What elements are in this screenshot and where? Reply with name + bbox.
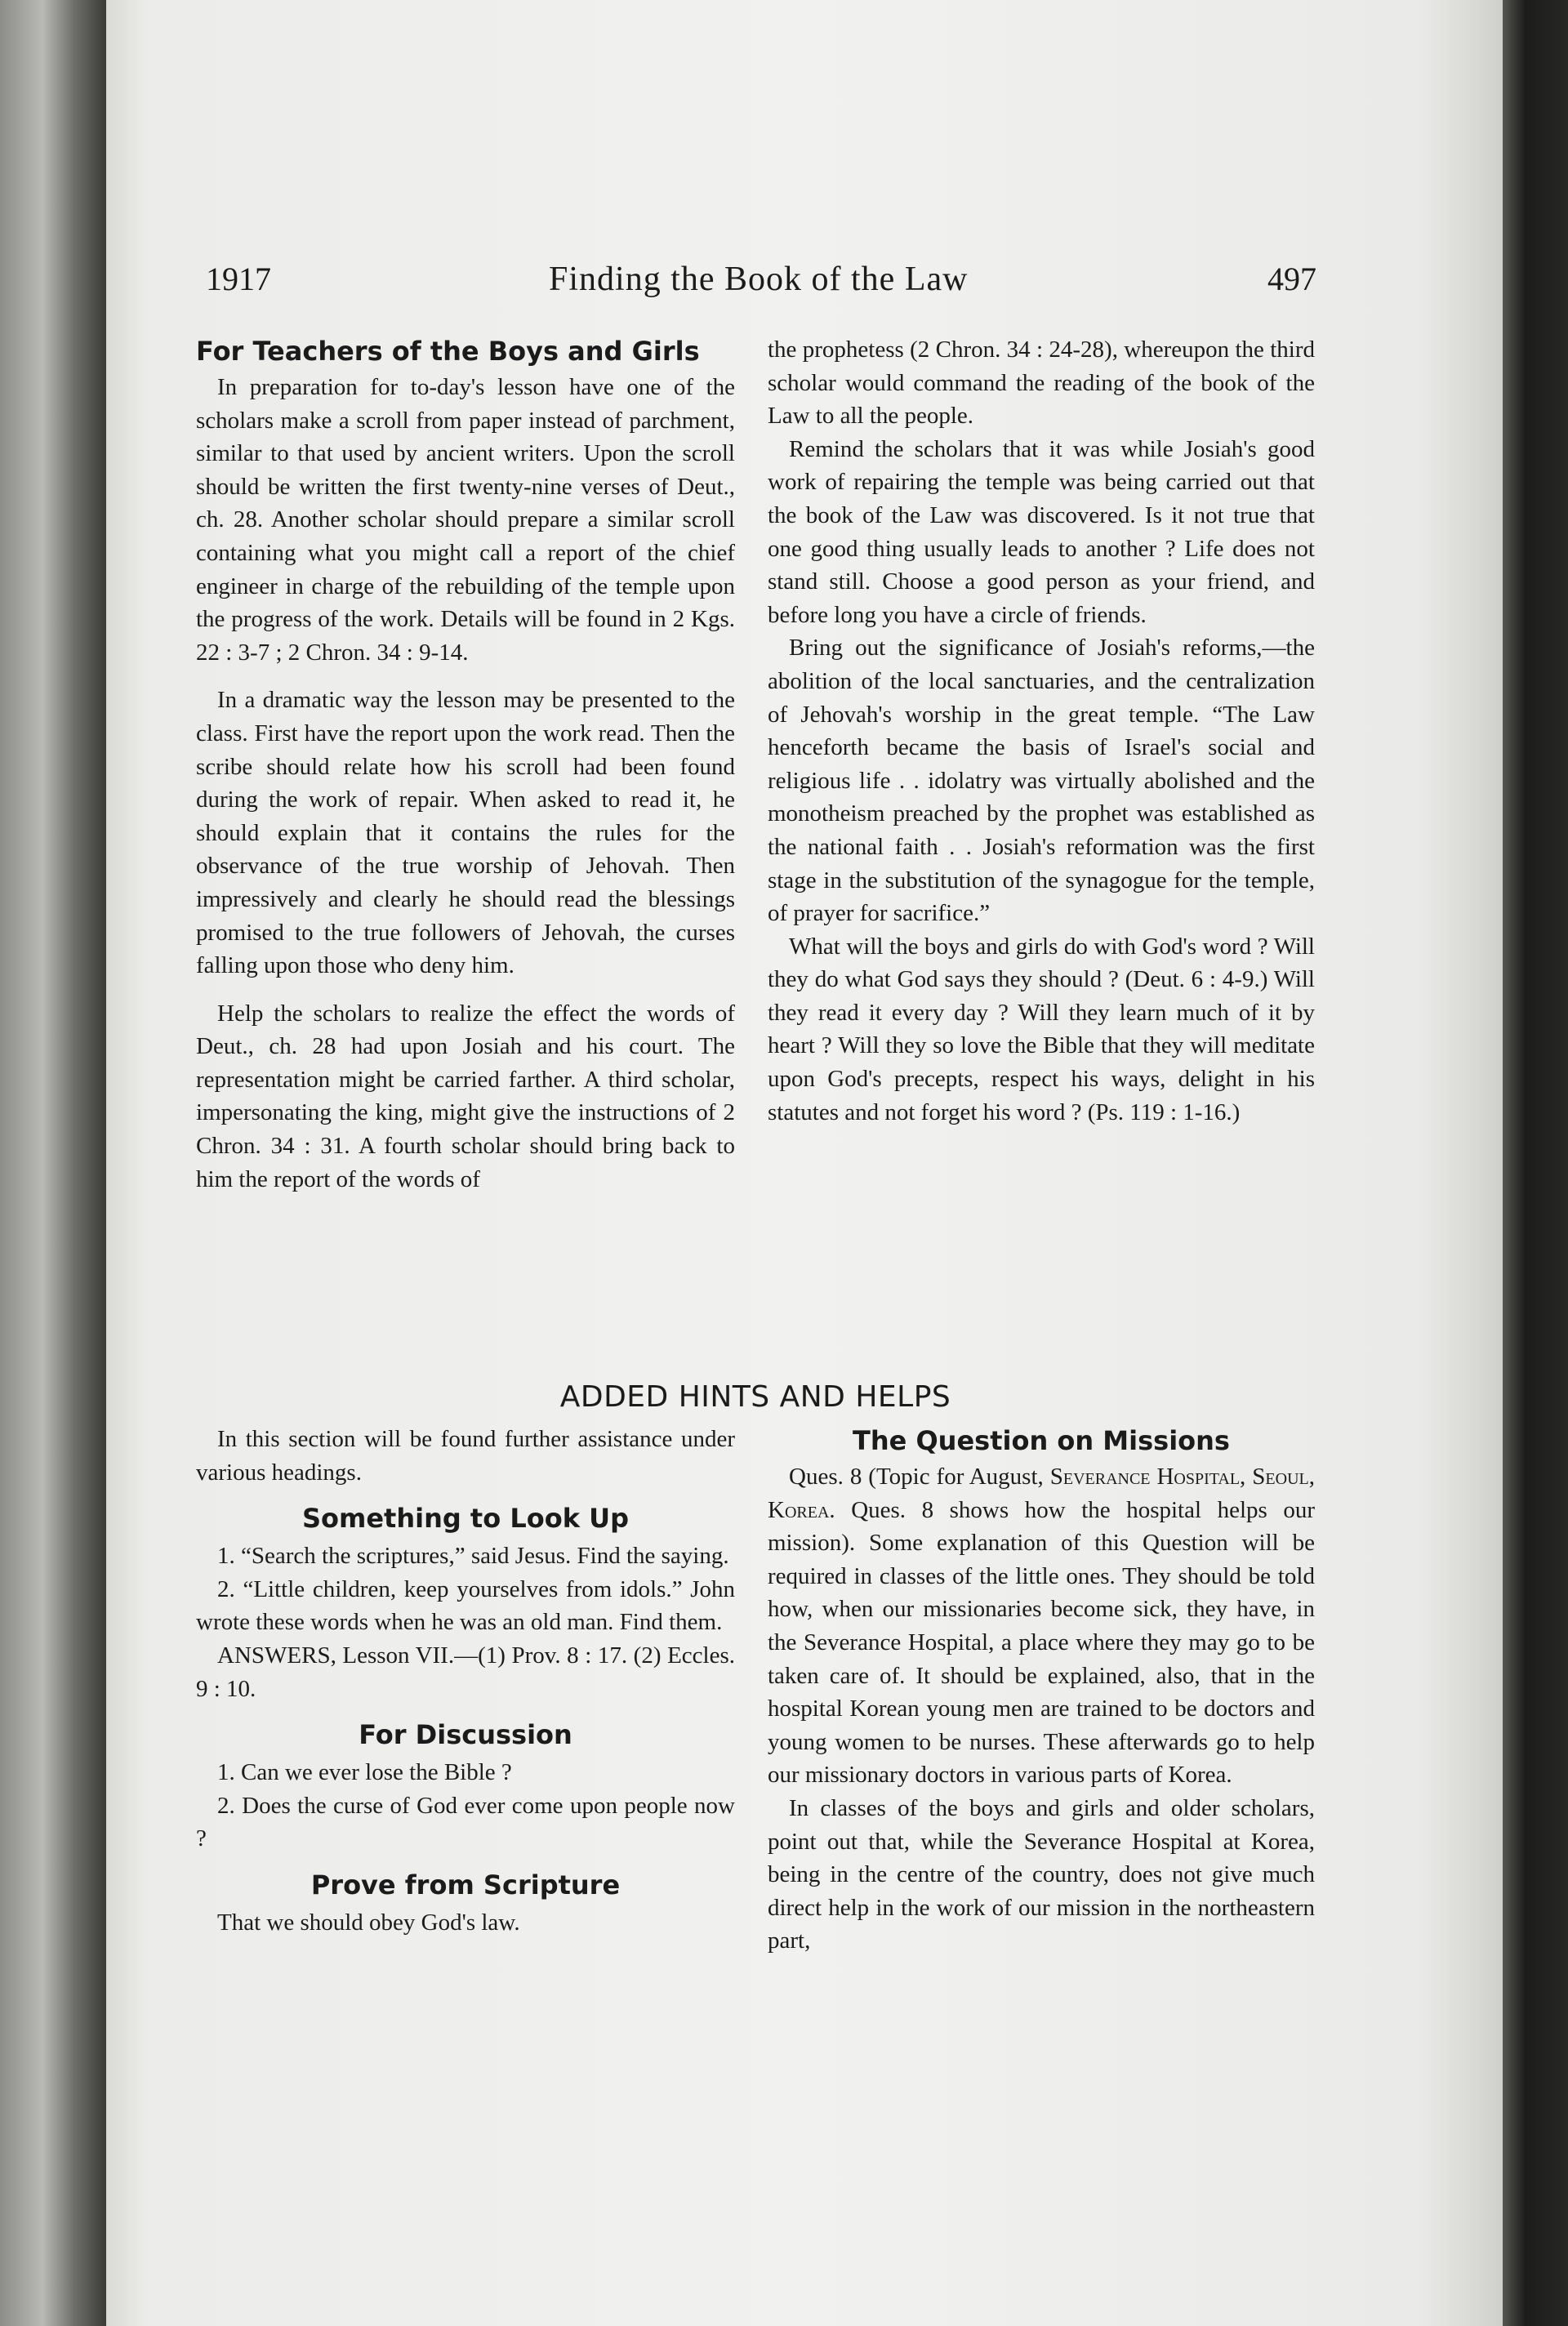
teachers-heading: For Teachers of the Boys and Girls [196,336,700,367]
header-year: 1917 [206,261,271,297]
header-title: Finding the Book of the Law [549,261,969,298]
missions-text-end: Ques. 8 shows how the hospital helps our mission). Some explanation of this Question will be required in classes of the little ones. They should be told how, when our missionaries become sick, they have, in the Severance Hospital, a place where they may go to be taken care of. It should be explained, also, that in the hospital Korean young men are trained to be doctors and young women to be nurses. These afterwards go to help our missionary doctors in various parts of Korea. [768,1496,1315,1789]
scan-left-edge [0,0,106,2326]
look-up-heading: Something to Look Up [301,1503,630,1535]
paragraph: What will the boys and girls do with God's word ? Will they do what God says they should ? (Deut. 6 : 4-9.) Will they read it every day ? Will they learn much of it by heart ? Will they so love the Bible that they will meditate upon God's precepts, respect his ways, delight in his statutes and not forget his word ? (Ps. 119 : 1-16.) [768,933,1315,1125]
hints-intro: In this section will be found further assistance under various headings. [196,1426,735,1486]
running-head [206,260,1316,309]
prove-heading: Prove from Scripture [310,1869,621,1900]
look-up-item: 1. “Search the scriptures,” said Jesus. Find the saying. [217,1543,729,1570]
paragraph: Help the scholars to realize the effect the words of Deut., ch. 28 had upon Josiah and his court. The representation might be carried farther. A third scholar, impersonating the king, might give the instructions of 2 Chron. 34 : 31. A fourth scholar should bring back to him the report of the words of [196,1000,735,1192]
missions-heading: The Question on Missions [853,1425,1230,1456]
missions-paragraph-2: In classes of the boys and girls and older scholars, point out that, while the Severance Hospital at Korea, being in the centre of the country, does not give much direct help in the work of our mission in the northeastern part, [768,1794,1315,1954]
paragraph: Bring out the significance of Josiah's reforms,—the abolition of the local sanctuaries, and the centralization of Jehovah's worship in the great temple. “The Law henceforth became the basis of Israel's social and religious life . . idolatry was virtually abolished and the monotheism preached by the prophet was established as the national faith . . Josiah's reformation was the first stage in the substitution of the synagogue for the temple, of prayer for sacrifice.” [768,635,1315,927]
paragraph: Remind the scholars that it was while Josiah's good work of repairing the temple was being carried out that the book of the Law was discovered. Is it not true that one good thing usually leads to another ? Life does not stand still. Choose a good person as your friend, and before long you have a circle of friends. [768,435,1315,628]
missions-paragraph [768,1460,1315,1792]
teachers-left-column [196,333,735,1196]
paragraph: the prophetess (2 Chron. 34 : 24-28), whereupon the third scholar would command the reading of the book of the Law to all the people. [768,336,1315,430]
discussion-item: 1. Can we ever lose the Bible ? [217,1759,512,1786]
hints-left-column [196,1423,735,1940]
discussion-heading: For Discussion [359,1719,572,1751]
scan-right-edge [1503,0,1568,2326]
teachers-right-column [768,333,1315,1129]
answers: ANSWERS, Lesson VII.—(1) Prov. 8 : 17. (2) Eccles. 9 : 10. [196,1642,735,1702]
prove-text: That we should obey God's law. [217,1909,520,1936]
missions-text-start: Ques. 8 (Topic for August, [789,1464,1050,1490]
discussion-item: 2. Does the curse of God ever come upon people now ? [196,1792,735,1852]
look-up-item: 2. “Little children, keep yourselves from idols.” John wrote these words when he was an old man. Find them. [196,1575,735,1636]
paragraph: In preparation for to-day's lesson have one of the scholars make a scroll from paper instead of parchment, similar to that used by ancient writers. Upon the scroll should be written the first twenty-nine verses of Deut., ch. 28. Another scholar should prepare a similar scroll containing what you might call a report of the chief engineer in charge of the rebuilding of the temple upon the progress of the work. Details will be found in 2 Kgs. 22 : 3-7 ; 2 Chron. 34 : 9-14. [196,374,735,666]
added-hints-heading: ADDED HINTS AND HELPS [559,1380,951,1414]
paragraph: In a dramatic way the lesson may be presented to the class. First have the report upon the work read. Then the scribe should relate how his scroll had been found during the work of repair. When asked to read it, he should explain that it contains the rules for the observance of the true worship of Jehovah. Then impressively and clearly he should read the blessings promised to the true followers of Jehovah, the curses falling upon those who deny him. [196,687,735,979]
page-number: 497 [1267,261,1316,297]
missions-topic: Severance Hospital, Seoul, Korea. [768,1464,1315,1523]
hints-right-column [768,1423,1315,1958]
